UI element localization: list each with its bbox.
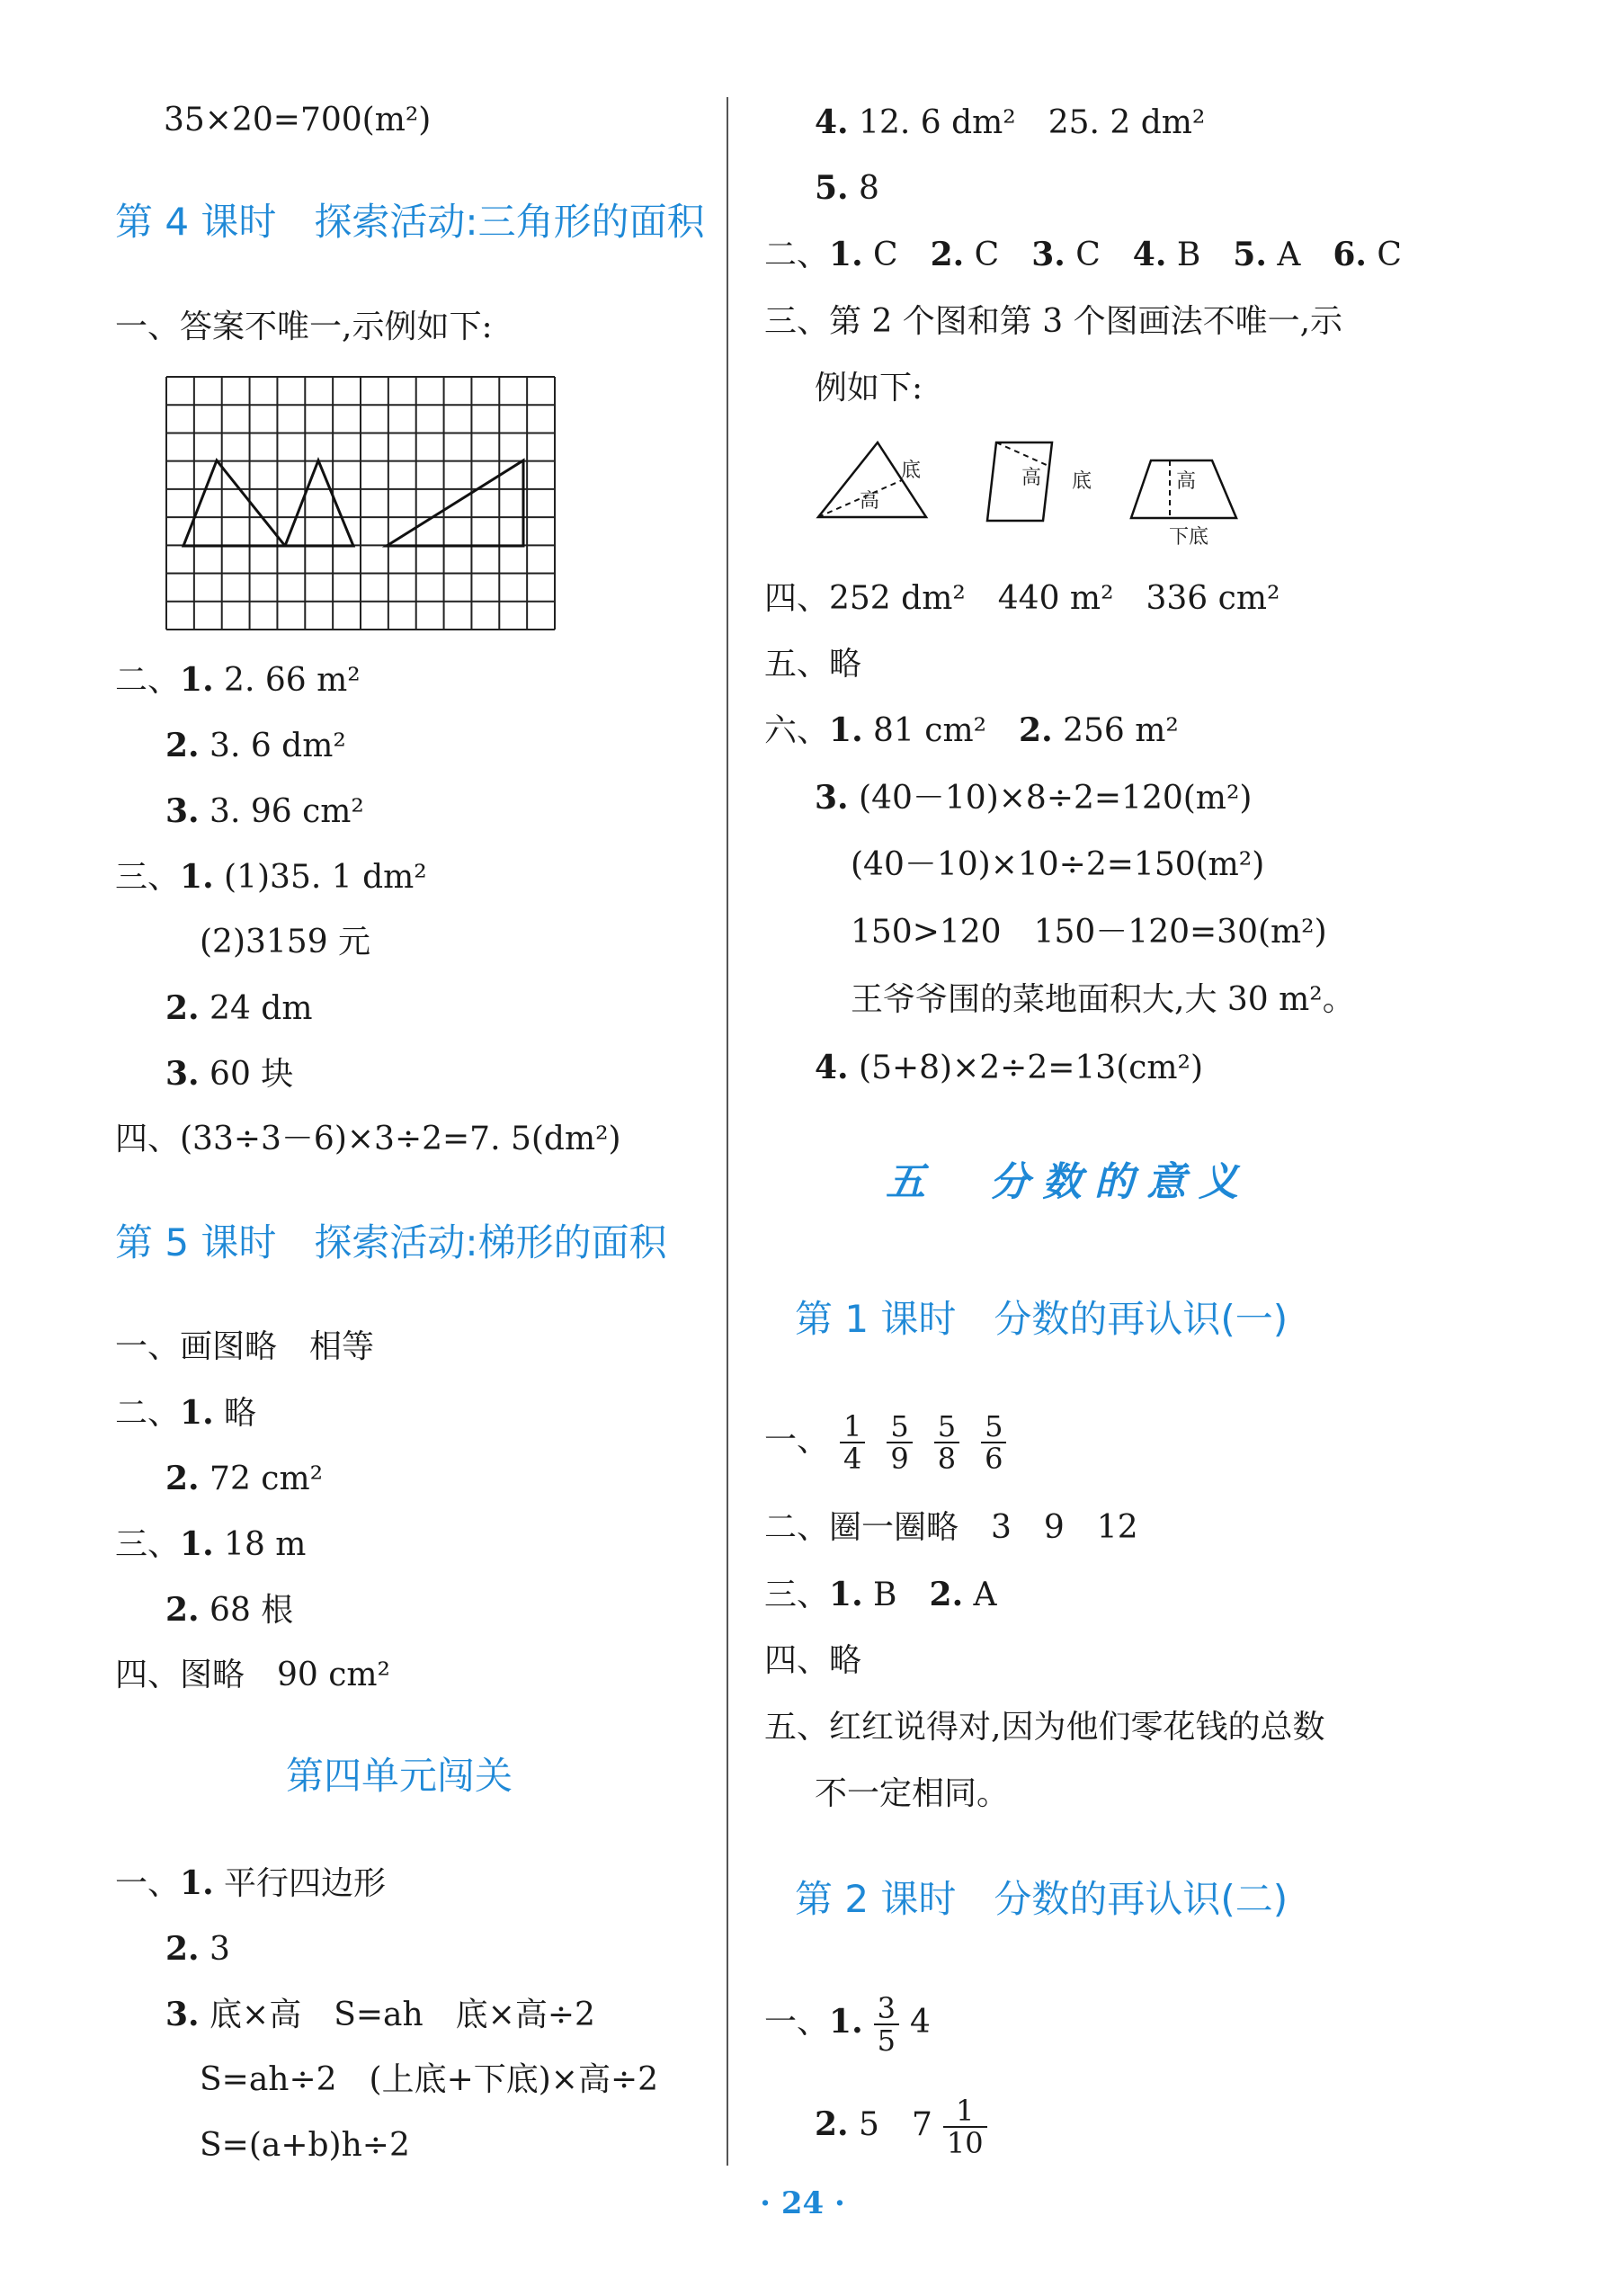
line-answer: 2. 3 bbox=[165, 1930, 230, 1968]
shapes-figure bbox=[809, 430, 1295, 556]
line-answer: 一、画图略 相等 bbox=[115, 1328, 375, 1365]
line-answer: 二、1. C 2. C 3. C 4. B 5. A 6. C bbox=[764, 236, 1402, 273]
section-heading: 第 1 课时 分数的再认识(一) bbox=[795, 1297, 1288, 1341]
fraction: $\frac{5}{9}$ bbox=[887, 1411, 912, 1474]
section-heading: 第 2 课时 分数的再认识(二) bbox=[795, 1877, 1288, 1921]
label-height: 高 bbox=[1176, 470, 1197, 493]
line-answer: 四、图略 90 cm² bbox=[115, 1657, 390, 1693]
label-height: 高 bbox=[1021, 467, 1042, 489]
line-answer: 35×20=700(m²) bbox=[164, 102, 432, 138]
parallelogram-height bbox=[996, 442, 1048, 466]
section-heading: 第四单元闯关 bbox=[286, 1754, 513, 1798]
line-answer: 150>120 150－120=30(m²) bbox=[851, 914, 1327, 951]
line-answer: S=ah÷2 (上底+下底)×高÷2 bbox=[200, 2061, 659, 2098]
label-lower-base: 下底 bbox=[1169, 526, 1209, 549]
triangle-1 bbox=[183, 460, 285, 546]
line-answer: 3. 底×高 S=ah 底×高÷2 bbox=[165, 1996, 595, 2033]
line-answer: 三、1. (1)35. 1 dm² bbox=[115, 858, 427, 896]
line-answer: (40－10)×10÷2=150(m²) bbox=[851, 846, 1265, 883]
line-answer: 2. 72 cm² bbox=[165, 1460, 324, 1497]
line-answer: 五、红红说得对,因为他们零花钱的总数 bbox=[764, 1709, 1325, 1746]
line-answer: 一、1. 平行四边形 bbox=[115, 1864, 387, 1902]
line-answer: 3. 3. 96 cm² bbox=[165, 792, 364, 830]
line-answer: 四、略 bbox=[764, 1642, 862, 1679]
page-number: · 24 · bbox=[760, 2185, 845, 2221]
grid-figure bbox=[165, 376, 557, 631]
label-base: 底 bbox=[901, 460, 922, 482]
line-answer: 2. 68 根 bbox=[165, 1591, 294, 1629]
fraction-line: 2. 5 7 $\frac{1}{10}$ bbox=[815, 2088, 998, 2161]
fraction: $\frac{1}{10}$ bbox=[943, 2095, 987, 2158]
line-answer: 2. 3. 6 dm² bbox=[165, 727, 346, 764]
line-answer: 六、1. 81 cm² 2. 256 m² bbox=[764, 711, 1179, 749]
line-answer: (2)3159 元 bbox=[200, 924, 371, 960]
line-answer: 三、1. 18 m bbox=[115, 1525, 307, 1563]
line-answer: 2. 24 dm bbox=[165, 989, 313, 1027]
line-answer: 二、圈一圈略 3 9 12 bbox=[764, 1509, 1138, 1546]
line-answer: 5. 8 bbox=[815, 169, 879, 207]
line-answer: 4. 12. 6 dm² 25. 2 dm² bbox=[815, 103, 1206, 141]
column-divider bbox=[727, 97, 728, 2166]
unit-title: 五 分数的意义 bbox=[886, 1159, 1251, 1205]
fraction: $\frac{3}{5}$ bbox=[874, 1993, 899, 2056]
fraction-line: 一、1. $\frac{3}{5}$ 4 bbox=[764, 1991, 931, 2058]
line-answer: S=(a+b)h÷2 bbox=[200, 2127, 410, 2164]
line-answer: 3. 60 块 bbox=[165, 1055, 294, 1093]
line-answer: 二、1. 略 bbox=[115, 1394, 257, 1432]
section-heading: 第 4 课时 探索活动:三角形的面积 bbox=[115, 200, 705, 244]
line-answer: 二、1. 2. 66 m² bbox=[115, 661, 361, 699]
line-answer: 四、(33÷3－6)×3÷2=7. 5(dm²) bbox=[115, 1121, 621, 1157]
fraction: $\frac{1}{4}$ bbox=[840, 1411, 865, 1474]
line-answer: 五、略 bbox=[764, 646, 862, 683]
line-answer: 三、第 2 个图和第 3 个图画法不唯一,示 bbox=[764, 303, 1343, 340]
line-answer: 一、答案不唯一,示例如下: bbox=[115, 308, 493, 345]
line-answer: 四、252 dm² 440 m² 336 cm² bbox=[764, 580, 1280, 617]
triangle-3 bbox=[387, 460, 523, 546]
line-answer: 三、1. B 2. A bbox=[764, 1576, 997, 1613]
label-base: 底 bbox=[1072, 470, 1092, 493]
line-answer: 王爷爷围的菜地面积大,大 30 m²。 bbox=[851, 981, 1355, 1018]
line-answer: 例如下: bbox=[815, 370, 923, 406]
parallelogram-shape bbox=[987, 442, 1052, 521]
label-height: 高 bbox=[860, 490, 880, 513]
fraction-line: 一、 $\frac{1}{4}$ $\frac{5}{9}$ $\frac{5}{8}$ $\frac{5}{6}$ bbox=[764, 1405, 1017, 1477]
line-answer: 不一定相同。 bbox=[815, 1775, 1010, 1812]
fraction: $\frac{5}{8}$ bbox=[934, 1411, 959, 1474]
line-answer: 4. (5+8)×2÷2=13(cm²) bbox=[815, 1049, 1204, 1086]
triangle-2 bbox=[285, 460, 353, 546]
section-heading: 第 5 课时 探索活动:梯形的面积 bbox=[115, 1220, 667, 1264]
fraction: $\frac{5}{6}$ bbox=[981, 1411, 1006, 1474]
line-answer: 3. (40－10)×8÷2=120(m²) bbox=[815, 779, 1253, 817]
